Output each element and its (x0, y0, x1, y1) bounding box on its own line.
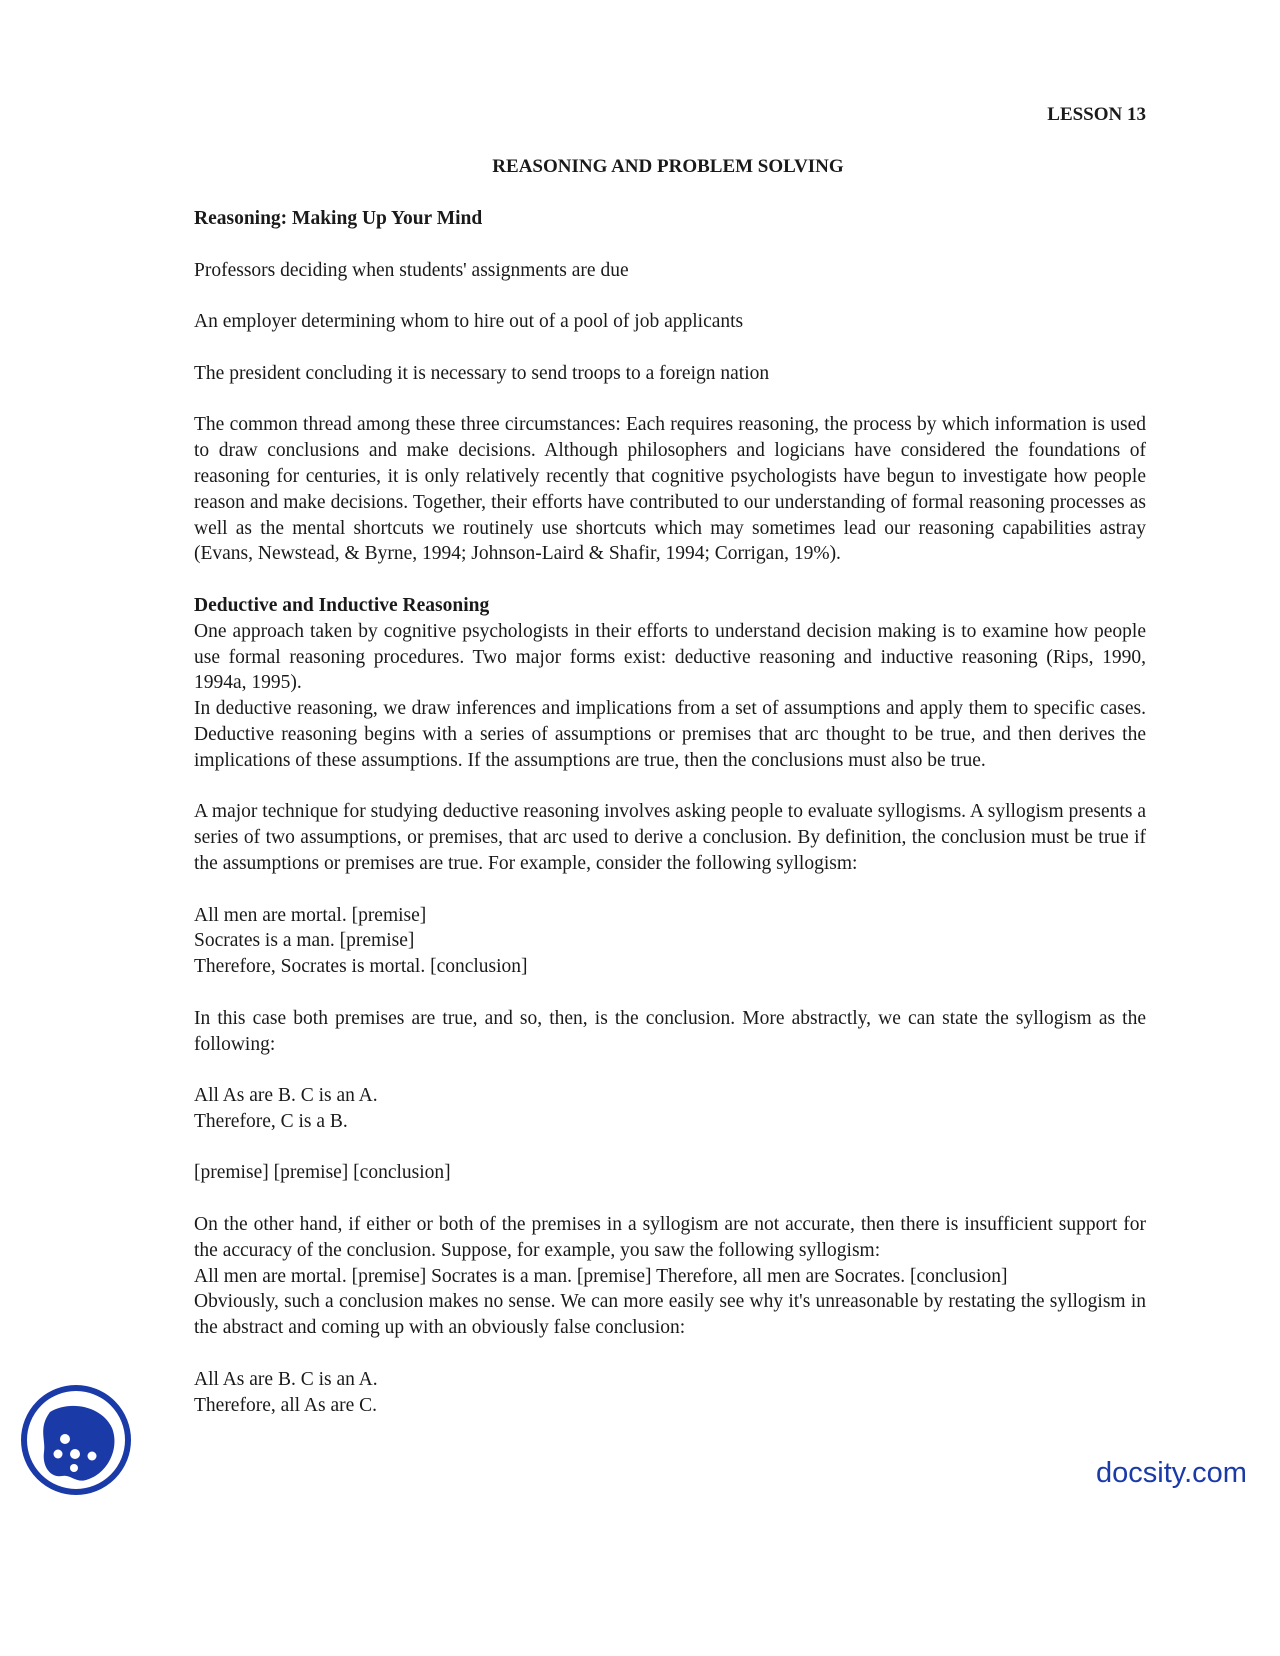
syllogism-line: Therefore, C is a B. (194, 1110, 348, 1132)
document-body (194, 206, 1146, 1418)
paragraph: A major technique for studying deductive reasoning involves asking people to evaluate syllogisms. A syllogism presents a series of two assumptions, or premises, that arc used to derive a conclusion. By definition, the conclusion must be true if the assumptions or premises are true. For example, consider the following syllogism: (194, 801, 1146, 874)
syllogism-line: Therefore, Socrates is mortal. [conclusion] (194, 956, 528, 978)
paragraph: One approach taken by cognitive psychologists in their efforts to understand decision making is to examine how people use formal reasoning procedures. Two major forms exist: deductive reasoning and inductive reasoning (Rips, 1990, 1994a, 1995). (194, 620, 1146, 694)
syllogism-line: All men are mortal. [premise] (194, 904, 427, 926)
syllogism-line: All As are B. C is an A. (194, 1368, 378, 1390)
paragraph: The common thread among these three circumstances: Each requires reasoning, the process by which information is used to draw conclusions and make decisions. Although philosophers and logicians have considered the foundations of reasoning for centuries, it is only relatively recently that cognitive psychologists have begun to investigate how people reason and make decisions. Together, their efforts have contributed to our understanding of formal reasoning processes as well as the mental shortcuts we routinely use shortcuts which may sometimes lead our reasoning capabilities astray (Evans, Newstead, & Byrne, 1994; Johnson-Laird & Shafir, 1994; Corrigan, 19%). (194, 414, 1146, 565)
syllogism-line: Socrates is a man. [premise] (194, 930, 415, 952)
example-line: An employer determining whom to hire out of a pool of job applicants (194, 311, 744, 333)
syllogism-line: Therefore, all As are C. (194, 1394, 378, 1416)
document-title: REASONING AND PROBLEM SOLVING (492, 156, 844, 177)
section-heading-reasoning: Reasoning: Making Up Your Mind (194, 208, 483, 229)
section-heading-deductive: Deductive and Inductive Reasoning (194, 594, 490, 616)
lesson-number: LESSON 13 (1047, 104, 1146, 125)
syllogism-line: All As are B. C is an A. (194, 1085, 378, 1107)
paragraph: All men are mortal. [premise] Socrates is a man. [premise] Therefore, all men are Socrates. [conclusion] (194, 1265, 1008, 1287)
paragraph: Obviously, such a conclusion makes no sense. We can more easily see why it's unreasonable by restating the syllogism in the abstract and coming up with an obviously false conclusion: (194, 1291, 1146, 1339)
paragraph: In this case both premises are true, and so, then, is the conclusion. More abstractly, we can state the syllogism as the following: (194, 1007, 1146, 1055)
example-line: Professors deciding when students' assignments are due (194, 259, 629, 281)
paragraph: On the other hand, if either or both of the premises in a syllogism are not accurate, then there is insufficient support for the accuracy of the conclusion. Suppose, for example, you saw the following syllogism: (194, 1214, 1146, 1261)
paragraph: In deductive reasoning, we draw inferences and implications from a set of assumptions and apply them to specific cases. Deductive reasoning begins with a series of assumptions or premises that arc thought to be true, and then derives the implications of these assumptions. If the assumptions are true, then the conclusions must also be true. (194, 698, 1146, 771)
example-line: The president concluding it is necessary to send troops to a foreign nation (194, 362, 770, 384)
docsity-brand-link[interactable]: docsity.com (1096, 1457, 1247, 1489)
docsity-logo-icon (20, 1384, 132, 1496)
syllogism-labels: [premise] [premise] [conclusion] (194, 1162, 451, 1184)
